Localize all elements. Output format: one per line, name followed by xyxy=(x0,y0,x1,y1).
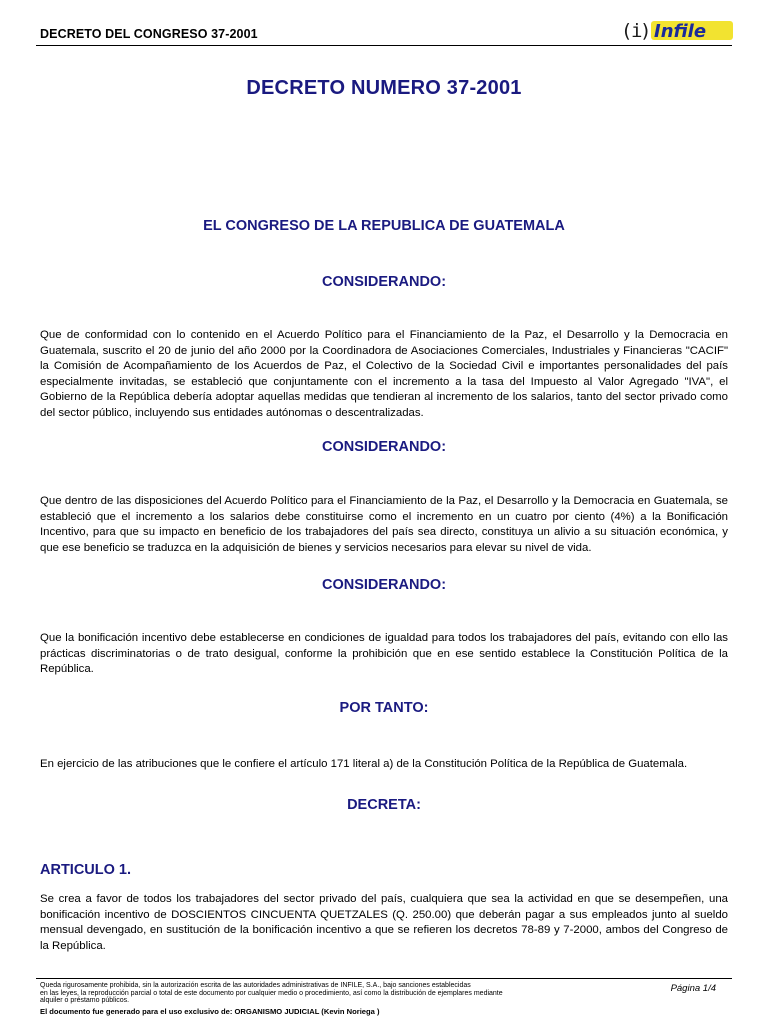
considerando-3-heading: CONSIDERANDO: xyxy=(321,577,447,593)
header-title: DECRETO DEL CONGRESO 37-2001 xyxy=(40,27,258,41)
considerando-2-text: Que dentro de las disposiciones del Acuerdo Político para el Financiamiento de la Paz, el Desarrollo y la Democracia en Guatemala, se estableció que el incremento a los salarios debe constituirse como el incremento en un cuatro por ciento (4%) a la Bonificación Incentivo, para que su impacto en beneficio de los trabajadores del país sea directo, constituya un alivio a su situación económica, y que ese beneficio se traduzca en la adquisición de bienes y servicios necesarios para elevar su nivel de vida. xyxy=(40,495,728,554)
header-divider xyxy=(36,45,732,46)
footer-legal-notice xyxy=(40,982,600,1005)
considerando-2-heading: CONSIDERANDO: xyxy=(321,439,447,455)
footer-legal-line: en las leyes, la reproducción parcial o total de este documento por cualquier medio o procedimiento, así como la distribución de ejemplares mediante xyxy=(40,989,503,997)
footer-legal-line: Queda rigurosamente prohibida, sin la autorización escrita de las autoridades administrativas de INFILE, S.A., bajo sanciones establecidas xyxy=(40,982,471,989)
article-1-title: ARTICULO 1. xyxy=(40,862,132,878)
article-1-text: Se crea a favor de todos los trabajadores del sector privado del país, cualquiera que sea la actividad en que se desempeñen, una bonificación incentivo de DOSCIENTOS CINCUENTA QUETZALES (Q. 250.00) que deberán pagar a sus empleados junto al sueldo mensual devengado, en sustitución de la bonificación incentivo a que se refieren los decretos 78-89 y 7-2000, ambos del Congreso de la República. xyxy=(40,893,728,952)
footer-legal-line: alquiler o préstamo públicos. xyxy=(40,997,130,1005)
logo-i-letter: i xyxy=(631,20,643,42)
logo-close-bracket: ) xyxy=(640,20,652,42)
logo-bracket-letter: ( xyxy=(621,20,633,42)
issuer-heading: EL CONGRESO DE LA REPUBLICA DE GUATEMALA xyxy=(203,218,565,234)
decree-title: DECRETO NUMERO 37-2001 xyxy=(246,77,522,99)
por-tanto-heading: POR TANTO: xyxy=(339,700,429,716)
generated-for-notice: El documento fue generado para el uso exclusivo de: ORGANISMO JUDICIAL (Kevin Noriega ) xyxy=(40,1007,380,1016)
por-tanto-text: En ejercicio de las atribuciones que le confiere el artículo 171 literal a) de la Constitución Política de la República de Guatemala. xyxy=(40,758,688,770)
considerando-1-text: Que de conformidad con lo contenido en el Acuerdo Político para el Financiamiento de la Paz, el Desarrollo y la Democracia en Guatemala, suscrito el 20 de junio del año 2000 por la Coordinadora de Asociaciones Comerciales, Industriales y Financieras "CACIF" la Comisión de Acompañamiento de los Acuerdos de Paz, el Colectivo de la Sociedad Civil e importantes personalidades del país especialmente invitadas, se estableció que conjuntamente con el incremento a la tasa del Impuesto al Valor Agregado "IVA", el Gobierno de la República debería adoptar aquellas medidas que tendieran al incremento de los salarios, tanto del sector privado como del sector público, incluyendo sus entidades autónomas o descentralizadas. xyxy=(40,329,728,419)
considerando-1-heading: CONSIDERANDO: xyxy=(321,274,447,290)
logo-brand-text: Infile xyxy=(654,21,707,42)
footer-divider xyxy=(36,978,732,979)
page-number: Página 1/4 xyxy=(670,983,716,994)
considerando-3-text: Que la bonificación incentivo debe establecerse en condiciones de igualdad para todos los trabajadores del país, evitando con ello las prácticas discriminatorias o de trato desigual, conforme la prohibición que en ese sentido establece la Constitución Política de la República. xyxy=(40,632,728,675)
infile-logo-icon xyxy=(620,18,734,42)
decreta-heading: DECRETA: xyxy=(347,797,421,813)
